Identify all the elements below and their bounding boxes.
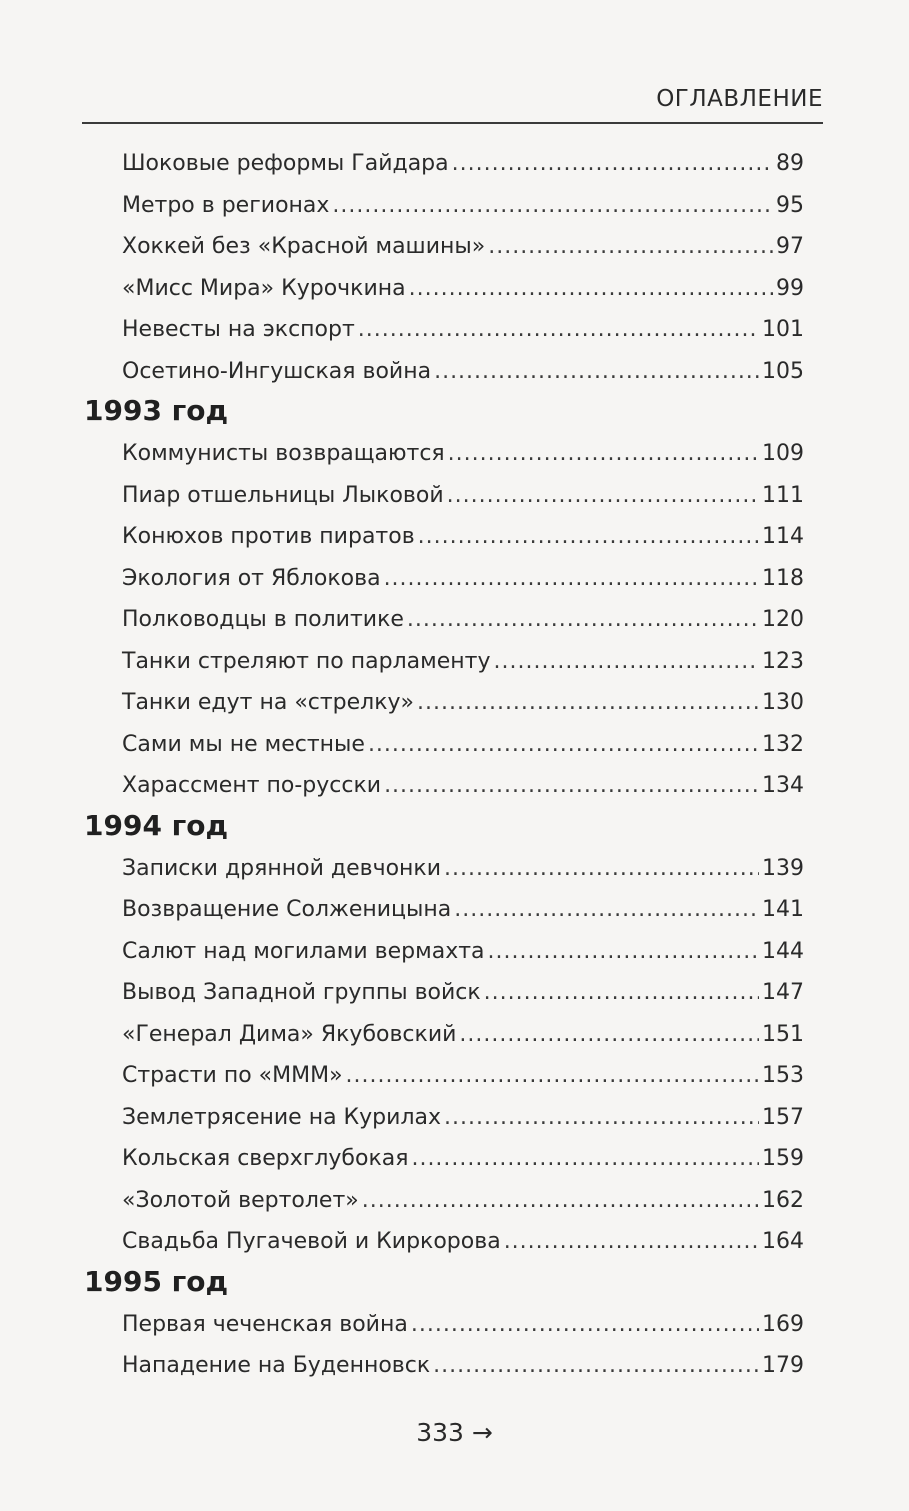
dot-leader: [444, 851, 759, 887]
toc-entry-page: 159: [762, 1146, 804, 1171]
dot-leader: [418, 519, 759, 555]
toc-entry-title: Шоковые реформы Гайдара: [122, 151, 449, 176]
toc-entry-title: Сами мы не местные: [122, 732, 365, 757]
toc-entry-page: 114: [762, 524, 804, 549]
header-rule: [82, 122, 823, 124]
dot-leader: [407, 602, 759, 638]
toc-entry-title: «Генерал Дима» Якубовский: [122, 1022, 457, 1047]
dot-leader: [433, 1348, 759, 1384]
toc-entry-page: 147: [762, 980, 804, 1005]
toc-entry-title: Полководцы в политике: [122, 607, 404, 632]
toc-entry[interactable]: [122, 1224, 804, 1260]
toc-entry[interactable]: [122, 1307, 804, 1343]
toc-entry-page: 118: [762, 566, 804, 591]
toc-entry-title: Хоккей без «Красной машины»: [122, 234, 486, 259]
toc-entry-title: Страсти по «МММ»: [122, 1063, 343, 1088]
dot-leader: [409, 271, 773, 307]
dot-leader: [362, 1183, 759, 1219]
toc-entry[interactable]: [122, 146, 804, 182]
dot-leader: [484, 975, 759, 1011]
toc-entry[interactable]: [122, 644, 804, 680]
toc-entry-title: Экология от Яблокова: [122, 566, 381, 591]
toc-entry-title: Землетрясение на Курилах: [122, 1105, 442, 1130]
dot-leader: [493, 644, 759, 680]
toc-entry-title: Невесты на экспорт: [122, 317, 355, 342]
toc-entry[interactable]: [122, 934, 804, 970]
toc-entry[interactable]: [122, 188, 804, 224]
toc-entry-title: Осетино-Ингушская война: [122, 359, 432, 384]
toc-entry-page: 157: [762, 1105, 804, 1130]
toc-entry-page: 120: [762, 607, 804, 632]
toc-entry-title: Свадьба Пугачевой и Киркорова: [122, 1229, 501, 1254]
toc-entry-title: Танки едут на «стрелку»: [122, 690, 415, 715]
toc-entry[interactable]: [122, 602, 804, 638]
toc-entry-page: 130: [762, 690, 804, 715]
toc-entry-page: 179: [762, 1353, 804, 1378]
toc-entry-page: 109: [762, 441, 804, 466]
toc-entry-title: Записки дрянной девчонки: [122, 856, 442, 881]
toc-entry[interactable]: [122, 975, 804, 1011]
toc-entry[interactable]: [122, 768, 804, 804]
dot-leader: [454, 892, 759, 928]
dot-leader: [448, 436, 759, 472]
dot-leader: [447, 478, 759, 514]
dot-leader: [332, 188, 773, 224]
toc-entry-page: 105: [762, 359, 804, 384]
toc-entry-page: 153: [762, 1063, 804, 1088]
toc-entry-title: Коммунисты возвращаются: [122, 441, 445, 466]
toc-entry[interactable]: [122, 1348, 804, 1384]
toc-entry[interactable]: [122, 1058, 804, 1094]
toc-entry-page: 144: [762, 939, 804, 964]
toc-entry-title: Кольская сверхглубокая: [122, 1146, 409, 1171]
toc-entry[interactable]: [122, 271, 804, 307]
dot-leader: [346, 1058, 759, 1094]
toc-entry-title: Первая чеченская война: [122, 1312, 408, 1337]
toc-entry[interactable]: [122, 519, 804, 555]
dot-leader: [411, 1307, 759, 1343]
dot-leader: [504, 1224, 759, 1260]
toc-entry-page: 99: [776, 276, 804, 301]
dot-leader: [411, 1141, 759, 1177]
toc-entry-title: «Золотой вертолет»: [122, 1188, 359, 1213]
toc-entry[interactable]: [122, 1183, 804, 1219]
toc-entry[interactable]: [122, 561, 804, 597]
toc-entry-page: 134: [762, 773, 804, 798]
toc-entry-page: 101: [762, 317, 804, 342]
toc-entry[interactable]: [122, 727, 804, 763]
toc-entry-title: Пиар отшельницы Лыковой: [122, 483, 444, 508]
toc-entry-title: Конюхов против пиратов: [122, 524, 415, 549]
dot-leader: [358, 312, 759, 348]
toc-entry-page: 164: [762, 1229, 804, 1254]
toc-entry-title: Салют над могилами вермахта: [122, 939, 485, 964]
dot-leader: [384, 768, 759, 804]
section-year-heading: 1994 год: [84, 808, 229, 842]
toc-entry-page: 123: [762, 649, 804, 674]
toc-entry[interactable]: [122, 478, 804, 514]
toc-entry[interactable]: [122, 229, 804, 265]
dot-leader: [368, 727, 759, 763]
toc-entry[interactable]: [122, 892, 804, 928]
dot-leader: [434, 354, 759, 390]
toc-entry-page: 111: [762, 483, 804, 508]
running-header-title: ОГЛАВЛЕНИЕ: [656, 86, 823, 112]
toc-entry[interactable]: [122, 1141, 804, 1177]
toc-entry-title: Метро в регионах: [122, 193, 330, 218]
dot-leader: [444, 1100, 759, 1136]
dot-leader: [459, 1017, 759, 1053]
dot-leader: [452, 146, 773, 182]
toc-entry-title: Нападение на Буденновск: [122, 1353, 431, 1378]
dot-leader: [488, 229, 773, 265]
toc-entry[interactable]: [122, 312, 804, 348]
toc-entry-page: 169: [762, 1312, 804, 1337]
toc-entry-page: 162: [762, 1188, 804, 1213]
toc-entry-title: Танки стреляют по парламенту: [122, 649, 491, 674]
section-year-heading: 1993 год: [84, 394, 229, 427]
toc-entry-page: 132: [762, 732, 804, 757]
toc-entry-title: Харассмент по-русски: [122, 773, 382, 798]
toc-entry-page: 97: [776, 234, 804, 259]
section-year-heading: 1995 год: [84, 1264, 229, 1298]
toc-entry[interactable]: [122, 685, 804, 721]
toc-entry[interactable]: [122, 1100, 804, 1136]
toc-entry[interactable]: [122, 354, 804, 390]
toc-entry-page: 95: [776, 193, 804, 218]
toc-entry-page: 89: [776, 151, 804, 176]
toc-entry-page: 141: [762, 897, 804, 922]
toc-entry[interactable]: [122, 1017, 804, 1053]
dot-leader: [384, 561, 759, 597]
toc-entry[interactable]: [122, 436, 804, 472]
toc-entry-page: 151: [762, 1022, 804, 1047]
toc-entry[interactable]: [122, 851, 804, 887]
toc-entry-title: Возвращение Солженицына: [122, 897, 452, 922]
toc-entry-page: 139: [762, 856, 804, 881]
toc-entry-title: «Мисс Мира» Курочкина: [122, 276, 406, 301]
toc-entry-title: Вывод Западной группы войск: [122, 980, 481, 1005]
page-number: 333 →: [416, 1418, 493, 1447]
dot-leader: [417, 685, 759, 721]
dot-leader: [488, 934, 759, 970]
